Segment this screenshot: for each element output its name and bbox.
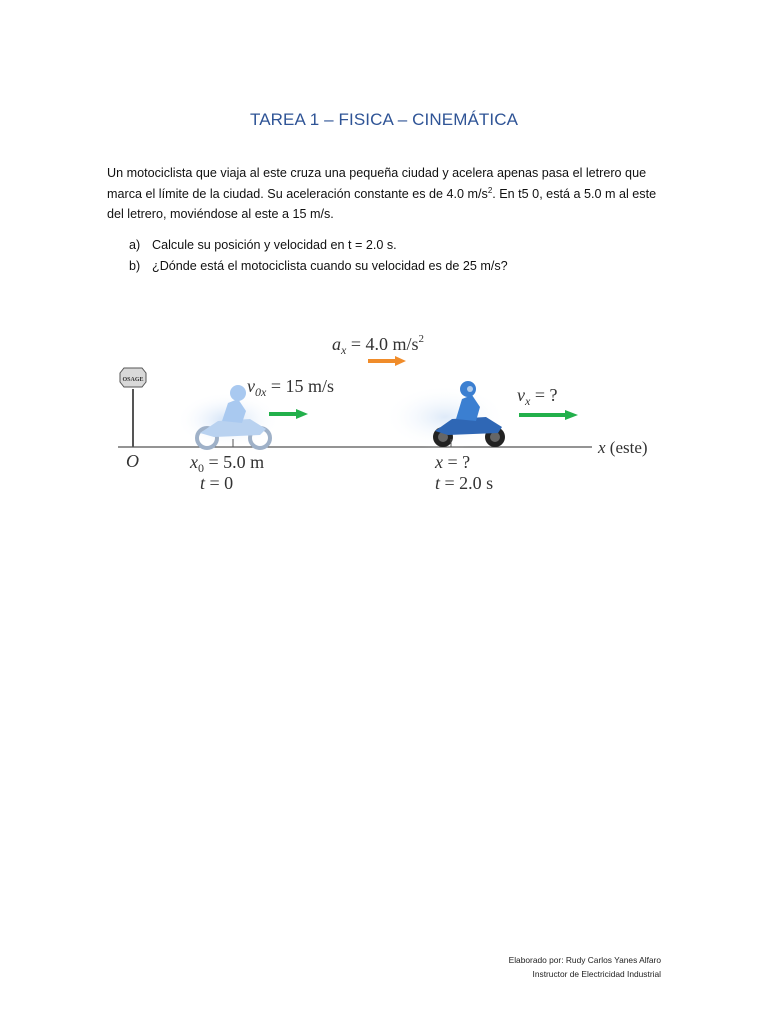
final-velocity-arrow (519, 410, 578, 420)
question-marker: a) (129, 238, 141, 252)
problem-statement (107, 163, 667, 225)
origin-label: O (126, 451, 139, 471)
x1-label: x = ? (435, 452, 471, 472)
acceleration-label: $a_x = 4.0$ $m/s^2$ (332, 333, 424, 357)
question-list (129, 235, 508, 277)
question-marker: b) (129, 259, 141, 273)
x0-label: $x_0 = 5.0$ m (190, 452, 265, 475)
problem-text-1: Un motociclista que viaja al este cruza una pequeña ciudad y acelera apenas pasa el letrero que marca el límite de la ciudad. Su aceleración constante es de 4.0 m/s (107, 166, 647, 201)
axis-label: x (este) (598, 438, 648, 457)
final-velocity-label: $v_x$ = ? (517, 385, 558, 408)
acceleration-arrow (368, 356, 406, 366)
t1-label: t = 2.0 s (435, 473, 494, 493)
list-item (129, 235, 508, 256)
list-item (129, 256, 508, 277)
footer (509, 953, 661, 981)
question-text: Calcule su posición y velocidad en t = 2.0 s. (152, 238, 397, 252)
question-text: ¿Dónde está el motociclista cuando su velocidad es de 25 m/s? (152, 259, 508, 273)
t0-label: t = 0 (200, 473, 234, 493)
motorcycle-final (383, 381, 507, 449)
problem-text-2: . En t5 0, está a 5.0 m al este del letrero, moviéndose al este a 15 m/s. (107, 186, 657, 221)
footer-author: Elaborado por: Rudy Carlos Yanes Alfaro (508, 955, 661, 965)
motorcycle-diagram (110, 325, 670, 505)
initial-velocity-label: $v_{0x} = 15$ m/s (247, 376, 334, 399)
problem-superscript: 2 (487, 185, 493, 195)
footer-role: Instructor de Electricidad Industrial (532, 969, 661, 979)
town-sign (120, 368, 146, 447)
page-title: TAREA 1 – FISICA – CINEMÁTICA (249, 110, 519, 129)
sign-label: OSAGE (122, 377, 144, 383)
